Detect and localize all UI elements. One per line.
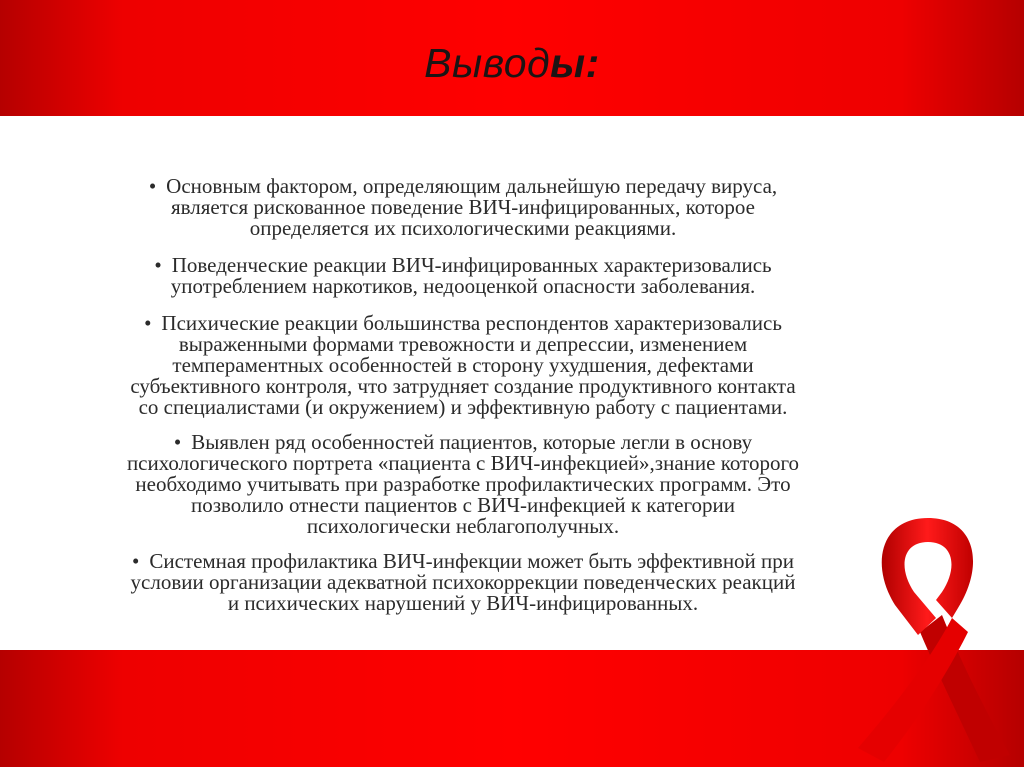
slide-title — [0, 40, 1024, 87]
bullet-text: Основным фактором, определяющим дальнейшую передачу вируса, — [166, 174, 778, 198]
bullet-line: употреблением наркотиков, недооценкой опасности заболевания. — [170, 274, 756, 298]
bullet-line: выраженными формами тревожности и депрессии, изменением — [178, 332, 748, 356]
bullet-marker: • — [148, 174, 157, 198]
bullet-line — [38, 432, 888, 453]
bullet-marker: • — [154, 253, 162, 277]
bullet-line — [38, 176, 888, 197]
conclusions-list — [38, 176, 888, 614]
bullet-line: определяется их психологическими реакциями. — [249, 216, 677, 240]
bullet-item-1 — [38, 176, 888, 239]
bullet-text: Поведенческие реакции ВИЧ-инфицированных характеризовались — [171, 253, 772, 277]
bullet-line: является рискованное поведение ВИЧ-инфицированных, которое — [170, 195, 755, 219]
bullet-marker: • — [144, 311, 152, 335]
bullet-text: Выявлен ряд особенностей пациентов, которые легли в основу — [191, 430, 753, 454]
bullet-line — [38, 313, 888, 334]
bullet-line: позволило отнести пациентов с ВИЧ-инфекцией к категории — [190, 493, 736, 517]
bullet-line: необходимо учитывать при разработке профилактических программ. Это — [135, 472, 791, 496]
bullet-line: условии организации адекватной психокоррекции поведенческих реакций — [130, 570, 796, 594]
bullet-line: со специалистами (и окружением) и эффективную работу с пациентами. — [138, 395, 788, 419]
slide-title-bold: ы: — [550, 40, 600, 86]
bullet-item-3 — [38, 313, 888, 418]
bullet-line: субъективного контроля, что затрудняет создание продуктивного контакта — [130, 374, 796, 398]
bullet-marker: • — [131, 549, 140, 573]
bullet-marker: • — [173, 430, 182, 454]
bullet-text: Системная профилактика ВИЧ-инфекции может быть эффективной при — [149, 549, 795, 573]
bullet-item-4 — [38, 432, 888, 537]
bullet-item-2 — [38, 255, 888, 297]
bullet-line — [38, 255, 888, 276]
red-awareness-ribbon-icon — [840, 510, 1020, 765]
bullet-line: психологически неблагополучных. — [306, 514, 620, 538]
bullet-line — [38, 551, 888, 572]
bullet-item-5 — [38, 551, 888, 614]
bullet-line: и психических нарушений у ВИЧ-инфицированных. — [227, 591, 699, 615]
bullet-line: темпераментных особенностей в сторону ухудшения, дефектами — [172, 353, 754, 377]
bullet-line: психологического портрета «пациента с ВИЧ-инфекцией»,знание которого — [126, 451, 800, 475]
slide-title-regular: Вывод — [424, 40, 551, 86]
bullet-text: Психические реакции большинства респондентов характеризовались — [161, 311, 782, 335]
ribbon-loop — [882, 518, 973, 635]
